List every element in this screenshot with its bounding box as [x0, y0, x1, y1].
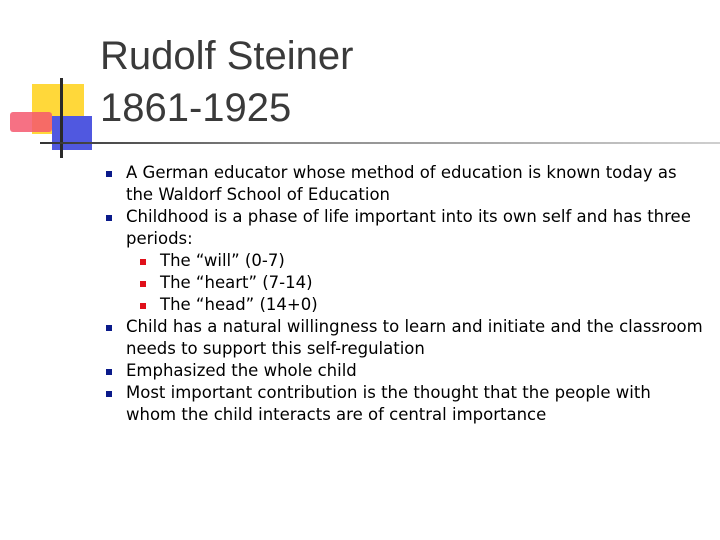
- decor-vertical-line: [60, 78, 63, 158]
- square-bullet-icon: [140, 259, 146, 265]
- decor-blue-square: [52, 116, 92, 150]
- sub-bullet-item: [106, 250, 706, 272]
- sub-bullet-item: [106, 272, 706, 294]
- bullet-text: Most important contribution is the thought that the people with whom the child interacts are of central importance: [126, 383, 651, 424]
- sub-bullet-text: The “will” (0-7): [160, 251, 285, 270]
- slide-title-line-2: 1861-1925: [100, 86, 292, 130]
- title-underline: [40, 142, 720, 144]
- sub-bullet-text: The “heart” (7-14): [160, 273, 313, 292]
- square-bullet-icon: [106, 369, 112, 375]
- bullet-list: [106, 162, 706, 426]
- bullet-item: [106, 382, 706, 426]
- bullet-item: [106, 316, 706, 360]
- bullet-item: [106, 360, 706, 382]
- bullet-text: Childhood is a phase of life important into its own self and has three periods:: [126, 207, 691, 248]
- bullet-item: [106, 162, 706, 206]
- slide-title: [100, 30, 353, 134]
- square-bullet-icon: [106, 325, 112, 331]
- bullet-text: A German educator whose method of education is known today as the Waldorf School of Education: [126, 163, 677, 204]
- square-bullet-icon: [140, 281, 146, 287]
- decor-red-bar: [10, 112, 52, 132]
- bullet-text: Child has a natural willingness to learn and initiate and the classroom needs to support this self-regulation: [126, 317, 703, 358]
- slide-title-line-1: Rudolf Steiner: [100, 34, 354, 78]
- sub-bullet-item: [106, 294, 706, 316]
- square-bullet-icon: [106, 391, 112, 397]
- square-bullet-icon: [106, 171, 112, 177]
- square-bullet-icon: [106, 215, 112, 221]
- square-bullet-icon: [140, 303, 146, 309]
- bullet-text: Emphasized the whole child: [126, 361, 357, 380]
- bullet-item: [106, 206, 706, 250]
- sub-bullet-text: The “head” (14+0): [160, 295, 318, 314]
